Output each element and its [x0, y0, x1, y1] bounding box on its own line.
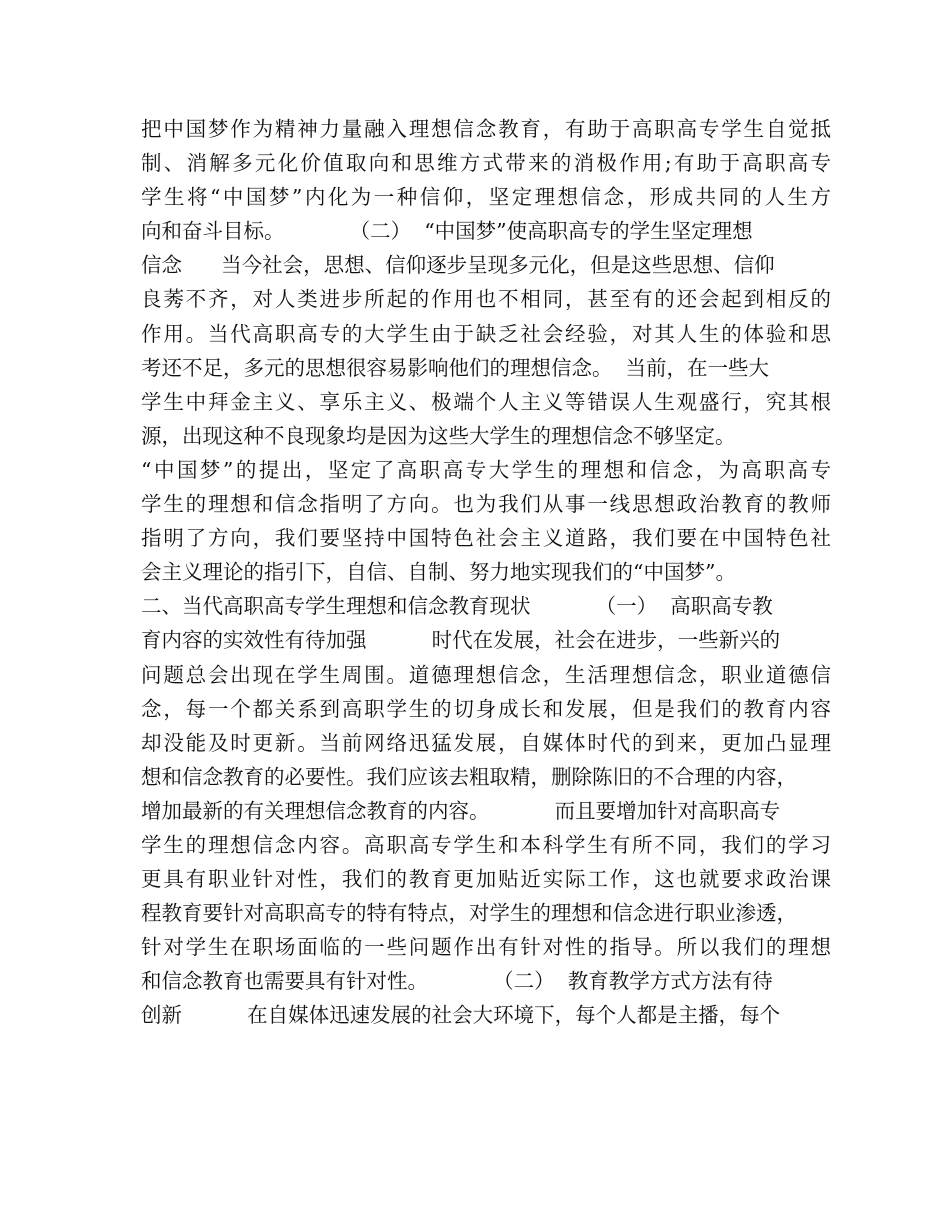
text-line: 指明了方向，我们要坚持中国特色社会主义道路，我们要在中国特色社: [141, 526, 831, 551]
text-line: 考还不足，多元的思想很容易影响他们的理想信念。 当前，在一些大: [141, 355, 770, 380]
text-line: 信念 当今社会，思想、信仰逐步呈现多元化，但是这些思想、信仰: [141, 253, 775, 278]
text-line: 学生的理想信念内容。高职高专学生和本科学生有所不同，我们的学习: [141, 832, 831, 857]
text-line: 学生的理想和信念指明了方向。也为我们从事一线思想政治教育的教师: [141, 492, 831, 517]
text-line: 问题总会出现在学生周围。道德理想信念，生活理想信念，职业道德信: [141, 662, 831, 687]
text-line: 创新 在自媒体迅速发展的社会大环境下，每个人都是主播，每个: [141, 1003, 781, 1028]
text-line: 针对学生在职场面临的一些问题作出有针对性的指导。所以我们的理想: [141, 935, 831, 960]
text-line: 源，出现这种不良现象均是因为这些大学生的理想信念不够坚定。: [141, 423, 736, 448]
text-line: 想和信念教育的必要性。我们应该去粗取精，删除陈旧的不合理的内容，: [141, 764, 797, 789]
text-line: 念，每一个都关系到高职学生的切身成长和发展，但是我们的教育内容: [141, 696, 831, 721]
text-line: 向和奋斗目标。 （二） “中国梦”使高职高专的学生坚定理想: [141, 219, 753, 244]
text-line: 制、消解多元化价值取向和思维方式带来的消极作用;有助于高职高专: [141, 151, 831, 176]
body-text: [141, 112, 831, 1033]
text-line: 和信念教育也需要具有针对性。 （二） 教育教学方式方法有待: [141, 969, 773, 994]
text-line: 程教育要针对高职高专的特有特点，对学生的理想和信念进行职业渗透，: [141, 901, 797, 926]
text-line: 增加最新的有关理想信念教育的内容。 而且要增加针对高职高专: [141, 798, 781, 823]
text-line: 二、当代高职高专学生理想和信念教育现状 （一） 高职高专教: [141, 594, 773, 619]
text-line: 却没能及时更新。当前网络迅猛发展，自媒体时代的到来，更加凸显理: [141, 730, 831, 755]
text-line: 学生将“中国梦”内化为一种信仰，坚定理想信念，形成共同的人生方: [141, 185, 831, 210]
text-line: 育内容的实效性有待加强 时代在发展，社会在进步，一些新兴的: [141, 628, 781, 653]
text-line: 更具有职业针对性，我们的教育更加贴近实际工作，这也就要求政治课: [141, 867, 831, 892]
text-line: 良莠不齐，对人类进步所起的作用也不相同，甚至有的还会起到相反的: [141, 287, 831, 312]
text-line: “中国梦”的提出，坚定了高职高专大学生的理想和信念，为高职高专: [141, 457, 831, 482]
text-line: 把中国梦作为精神力量融入理想信念教育，有助于高职高专学生自觉抵: [141, 117, 831, 141]
text-line: 学生中拜金主义、享乐主义、极端个人主义等错误人生观盛行，究其根: [141, 389, 831, 414]
text-line: 作用。当代高职高专的大学生由于缺乏社会经验，对其人生的体验和思: [141, 321, 831, 346]
text-line: 会主义理论的指引下，自信、自制、努力地实现我们的“中国梦”。: [141, 560, 736, 585]
